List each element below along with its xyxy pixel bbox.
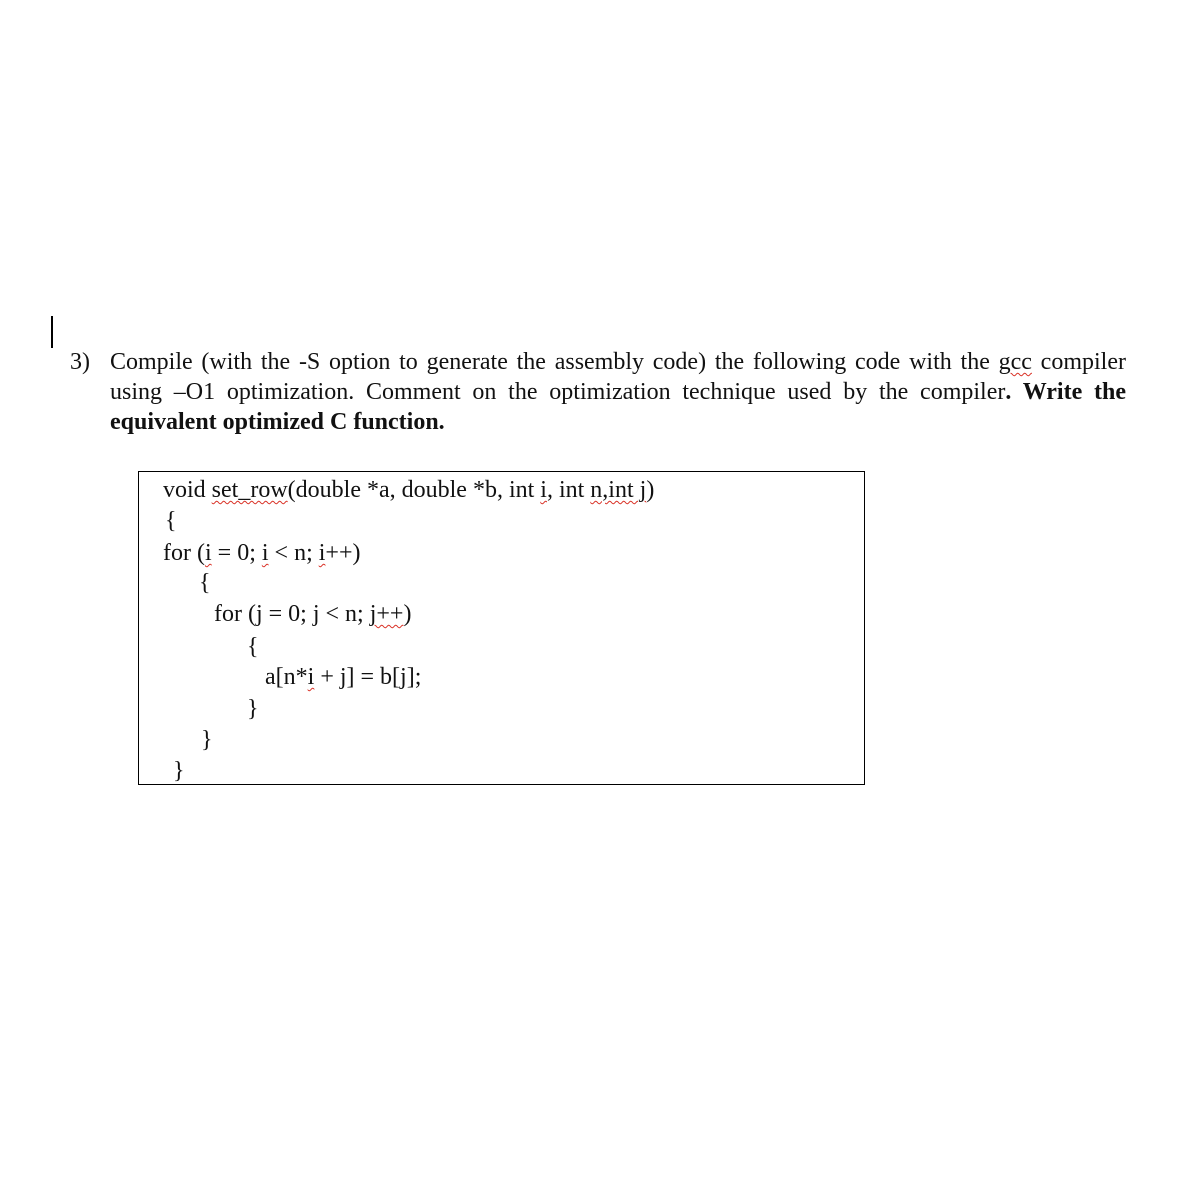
- code-line-inner-open: {: [247, 634, 259, 660]
- code-line-open-brace: {: [165, 508, 177, 534]
- question-text: [110, 347, 1126, 437]
- spellcheck-word-j-plus-plus: j++: [369, 601, 404, 627]
- question-text-bold: . Write the equivalent optimized C function.: [110, 379, 1126, 435]
- code-token: ): [403, 601, 412, 627]
- text-cursor: [51, 316, 53, 348]
- code-token: = 0;: [211, 540, 262, 566]
- code-token: ): [646, 477, 655, 503]
- code-token: < n;: [268, 540, 319, 566]
- spellcheck-word-i: i: [540, 477, 547, 503]
- question-paragraph: [70, 347, 1126, 437]
- spellcheck-word-i: i: [318, 540, 326, 566]
- code-line-assignment: [265, 662, 421, 692]
- code-token: , int: [546, 477, 591, 503]
- code-box: [138, 471, 865, 785]
- code-line-close-brace: }: [173, 758, 185, 784]
- code-line-inner-close: }: [247, 696, 259, 722]
- code-token: for (: [163, 540, 205, 566]
- code-token: void: [163, 477, 212, 503]
- code-line-inner-for: [214, 599, 411, 629]
- question-number: 3): [70, 349, 90, 375]
- code-line-signature: [163, 475, 654, 505]
- code-token: a[n*: [265, 664, 308, 690]
- code-token: ++): [325, 540, 361, 566]
- code-line-outer-close: }: [201, 727, 213, 753]
- code-line-outer-for: [163, 538, 360, 568]
- spellcheck-word-i: i: [261, 540, 269, 566]
- question-text-part-1: Compile (with the -S option to generate the assembly code) the following code with the: [110, 349, 999, 375]
- spellcheck-word-gcc: gcc: [998, 349, 1032, 375]
- spellcheck-word-set-row: set_row: [211, 477, 288, 503]
- spellcheck-word-n-int-j: n,int j: [590, 477, 647, 503]
- spellcheck-word-i: i: [307, 664, 315, 690]
- code-token: + j] = b[j];: [314, 664, 422, 690]
- question-text-part-2: compiler using –O1 optimization. Comment on the optimization technique used by the compiler: [110, 349, 1126, 405]
- code-token: (double *a, double *b, int: [287, 477, 541, 503]
- code-token: for (j = 0; j < n;: [214, 601, 370, 627]
- spellcheck-word-i: i: [204, 540, 212, 566]
- code-line-outer-open: {: [199, 570, 211, 596]
